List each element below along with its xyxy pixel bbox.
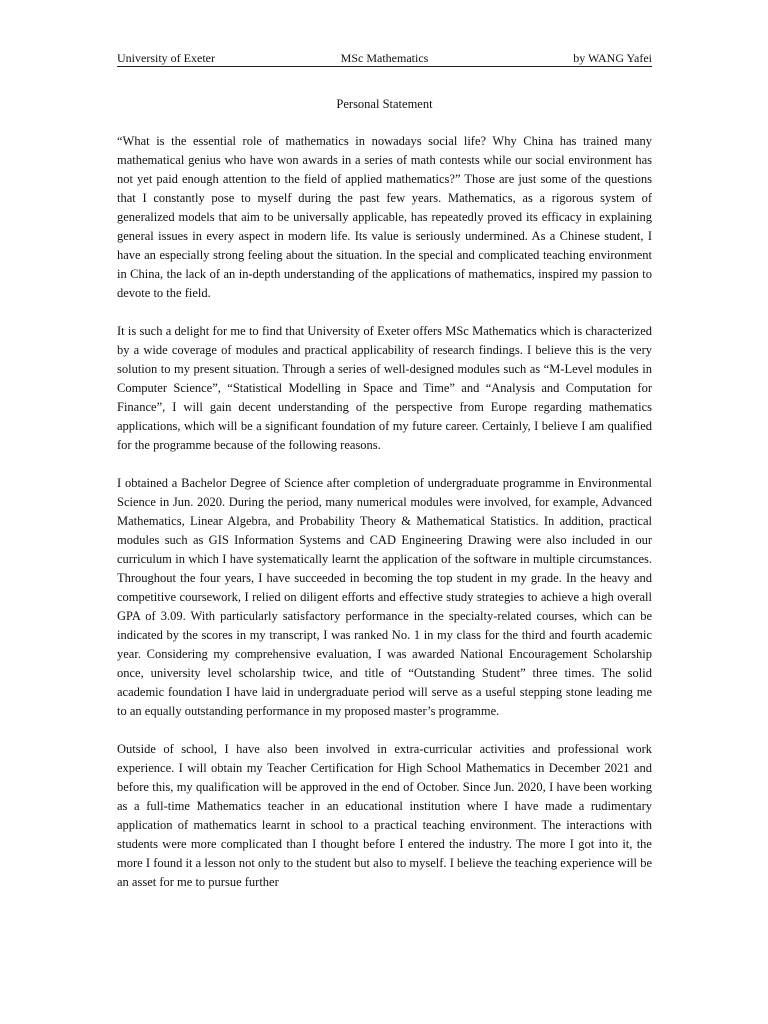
paragraph-3: I obtained a Bachelor Degree of Science after completion of undergraduate programme in Environmental Science in Jun. 2020. During the period, many numerical modules were involved, for example, Advanced Mathematics, Linear Algebra, and Probability Theory & Mathematical Statistics. In addition, practical modules such as GIS Information Systems and CAD Engineering Drawing were also included in our curriculum in which I have systematically learnt the application of the software in multiple circumstances. Throughout the four years, I have succeeded in becoming the top student in my grade. In the heavy and competitive coursework, I relied on diligent efforts and effective study strategies to achieve a high overall GPA of 3.09. With particularly satisfactory performance in the specialty-related courses, which can be indicated by the scores in my transcript, I was ranked No. 1 in my class for the third and fourth academic year. Considering my comprehensive evaluation, I was awarded National Encouragement Scholarship once, university level scholarship twice, and title of “Outstanding Student” three times. The solid academic foundation I have laid in undergraduate period will serve as a useful stepping stone leading me to an equally outstanding performance in my proposed master’s programme. xyxy=(117,476,652,718)
document-body xyxy=(117,132,652,911)
paragraph-1: “What is the essential role of mathematics in nowadays social life? Why China has trained many mathematical genius who have won awards in a series of math contests while our social environment has not yet paid enough attention to the field of applied mathematics?” Those are just some of the questions that I constantly pose to myself during the past few years. Mathematics, as a rigorous system of generalized models that aim to be universally applicable, has repeatedly proved its efficacy in explaining general issues in every aspect in modern life. Its value is seriously undermined. As a Chinese student, I have an especially strong feeling about the situation. In the special and complicated teaching environment in China, the lack of an in-depth understanding of the applications of mathematics, inspired my passion to devote to the field. xyxy=(117,134,652,300)
document-page xyxy=(117,0,652,1024)
paragraph-4: Outside of school, I have also been involved in extra-curricular activities and professional work experience. I will obtain my Teacher Certification for High School Mathematics in December 2021 and before this, my qualification will be approved in the end of October. Since Jun. 2020, I have been working as a full-time Mathematics teacher in an educational institution where I have made a rudimentary application of mathematics learnt in school to a practical teaching environment. The interactions with students were more complicated than I thought before I entered the industry. The more I got into it, the more I found it a lesson not only to the student but also to myself. I believe the teaching experience will be an asset for me to pursue further xyxy=(117,742,652,889)
header-programme: MSc Mathematics xyxy=(340,51,429,65)
header-author: by WANG Yafei xyxy=(573,51,652,65)
page-header xyxy=(117,50,652,67)
document-title: Personal Statement xyxy=(336,97,433,111)
paragraph-2: It is such a delight for me to find that University of Exeter offers MSc Mathematics which is characterized by a wide coverage of modules and practical applicability of research findings. I believe this is the very solution to my present situation. Through a series of well-designed modules such as “M-Level modules in Computer Science”, “Statistical Modelling in Space and Time” and “Analysis and Computation for Finance”, I will gain decent understanding of the perspective from Europe regarding mathematics applications, which will be a significant foundation of my future career. Certainly, I believe I am qualified for the programme because of the following reasons. xyxy=(117,324,652,452)
header-university: University of Exeter xyxy=(117,51,215,65)
